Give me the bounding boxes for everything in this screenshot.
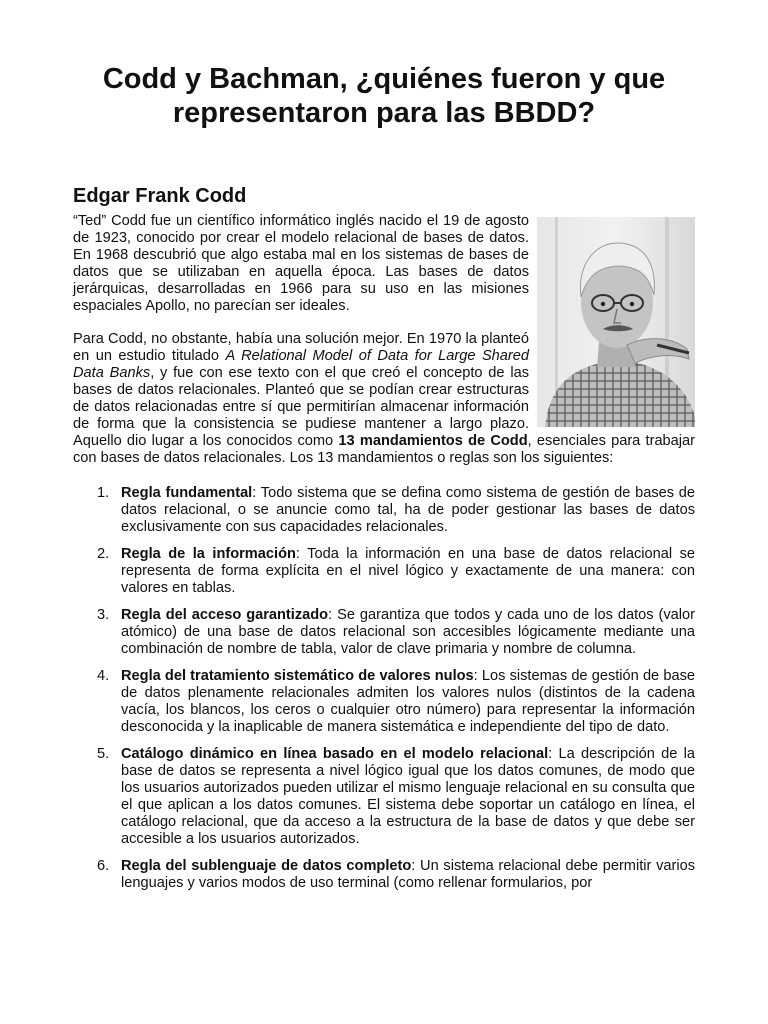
rule-number: 2. <box>97 546 110 562</box>
rule-text: : Se garantiza que todos y cada uno de los datos (valor atómico) de una base de datos relacional son accesibles lógicamente mediante una combinación de nombre de tabla, valor de clave primaria y nombre de columna. <box>121 607 695 657</box>
codd-paragraph-part-c: , esenciales para trabajar con bases de datos relacionales. Los 13 mandamientos o reglas son los siguientes: <box>73 433 696 466</box>
rule-name: Regla del sublenguaje de datos completo <box>121 858 412 874</box>
intro-paragraph: “Ted” Codd fue un científico informático inglés nacido el 19 de agosto de 1923, conocido por crear el modelo relacional de bases de datos. En 1968 descubrió que algo estaba mal en los sistemas de bases de datos que se utilizaban en aquella época. Las bases de datos jerárquicas, desarrolladas en 1966 para su uso en las misiones espaciales Apollo, no parecían ser ideales. <box>73 213 529 314</box>
codd-paragraph-part-b: , y fue con ese texto con el que creó el concepto de las bases de datos relacionales. Planteó que se podían crear estructuras de datos relacionadas entre sí que permitirían almacenar información de forma que la consistencia se pudiese mantener a largo plazo. Aquello dio lugar a los conocidos como <box>73 365 529 449</box>
rule-name: Catálogo dinámico en línea basado en el modelo relacional <box>121 746 549 762</box>
rule-name: Regla de la información <box>121 546 296 562</box>
rules-list <box>73 485 695 892</box>
rule-name: Regla del tratamiento sistemático de valores nulos <box>121 668 474 684</box>
list-item <box>73 746 695 848</box>
list-item <box>73 668 695 736</box>
portrait-photo-icon <box>537 217 695 427</box>
page-title: Codd y Bachman, ¿quiénes fueron y que representaron para las BBDD? <box>102 63 666 129</box>
rule-number: 3. <box>97 607 110 623</box>
list-item <box>73 485 695 536</box>
rule-number: 1. <box>97 485 110 501</box>
rule-name: Regla del acceso garantizado <box>121 607 329 623</box>
list-item <box>73 607 695 658</box>
rule-text: : Los sistemas de gestión de base de datos plenamente relacionales admiten los valores nulos (distintos de la cadena vacía, los blancos, los ceros o cualquier otro número) para representar la información desconocida y la inaplicable de manera sistemática e independiente del tipo de dato. <box>121 668 695 735</box>
rule-name: Regla fundamental <box>121 485 253 501</box>
section-heading: Edgar Frank Codd <box>73 185 247 207</box>
rule-text: : Todo sistema que se defina como sistema de gestión de bases de datos relacional, o se anuncie como tal, ha de poder gestionar las bases de datos exclusivamente con sus capacidades relacionales. <box>121 485 696 535</box>
rule-text: : La descripción de la base de datos se representa a nivel lógico igual que los datos comunes, de modo que los usuarios autorizados pueden utilizar el mismo lenguaje relacional en su consulta que el que aplican a los datos comunes. El sistema debe soportar un catálogo en línea, el catálogo relacional, que da acceso a la estructura de la base de datos y que debe ser accesible a los usuarios autorizados. <box>121 746 695 847</box>
list-item <box>73 858 695 892</box>
commandments-term: 13 mandamientos de Codd <box>338 433 528 449</box>
article-body <box>73 213 695 902</box>
rule-number: 6. <box>97 858 110 874</box>
list-item <box>73 546 695 597</box>
rule-number: 4. <box>97 668 110 684</box>
portrait-photo <box>537 217 695 427</box>
codd-paragraph-part-a: Para Codd, no obstante, había una solución mejor. En 1970 la planteó en un estudio titulado <box>73 331 529 364</box>
rule-number: 5. <box>97 746 110 762</box>
paper-title: A Relational Model of Data for Large Shared Data Banks <box>73 348 529 381</box>
rule-text: : Toda la información en una base de datos relacional se representa de forma explícita en el nivel lógico y exactamente de una manera: con valores en tablas. <box>121 546 695 596</box>
rule-text: : Un sistema relacional debe permitir varios lenguajes y varios modos de uso terminal (como rellenar formularios, por <box>121 858 695 891</box>
